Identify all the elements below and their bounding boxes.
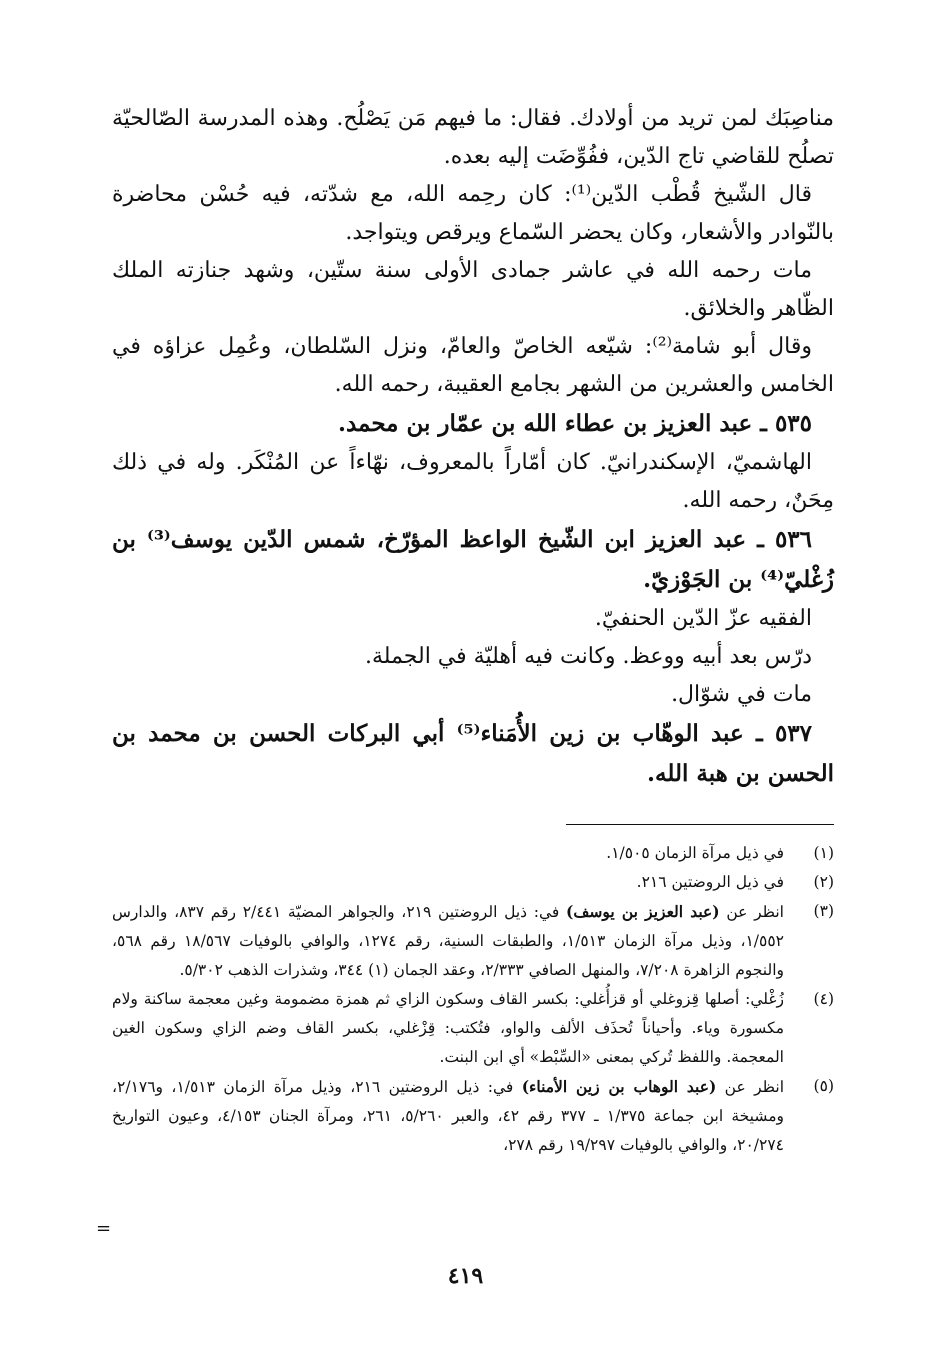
footnote-body: في: ذيل الروضتين ٢١٩، والجواهر المضيّة ٢/٤٤١ رقم ٨٣٧، والدارس ١/٥٥٢، وذيل مرآة الزمان ١/٥١٣، والطبقات السنية، رقم ١٢٧٤، والوافي بالوفيات ١٨/٥٦٧ رقم ٥٦٨، والنجوم الزاهرة ٧/٢٠٨، والمنهل الصافي ٢/٣٣٣، وعقد الجمان (١) ٣٤٤، وشذرات الذهب ٥/٣٠٢.	[112, 903, 785, 979]
entry-536-heading: ٥٣٦ ـ عبد العزيز ابن الشّيخ الواعظ المؤرّخ، شمس الدّين يوسف⁽³⁾ بن زُغْليّ⁽⁴⁾ بن الجَوْزيّ.	[112, 526, 834, 593]
footnote-text	[112, 839, 784, 868]
footnote-number: (٤)	[813, 990, 834, 1008]
footnotes	[112, 839, 834, 1160]
page-number: ٤١٩	[447, 1263, 484, 1289]
paragraph-2: قال الشّيخ قُطْب الدّين⁽¹⁾: كان رحِمه الله، مع شدّته، فيه حُسْن محاضرة بالنّوادر والأشعار، وكان يحضر السّماع ويرقص ويتواجد.	[112, 182, 834, 245]
footnote-item	[112, 897, 834, 985]
paragraph-6: الفقيه عزّ الدّين الحنفيّ.	[594, 606, 812, 631]
footnote-text	[112, 985, 784, 1072]
footnote-item	[112, 1072, 834, 1160]
footnote-text	[112, 1072, 784, 1160]
footnote-text	[112, 868, 784, 897]
footnote-number: (٥)	[813, 1077, 834, 1095]
footnote-number: (٣)	[813, 902, 834, 920]
footnote-prefix: انظر عن	[716, 1078, 785, 1096]
main-text	[112, 100, 834, 794]
footnote-item	[112, 839, 834, 868]
paragraph-7: درّس بعد أبيه ووعظ. وكانت فيه أهليّة في الجملة.	[365, 644, 812, 669]
footnote-body: في ذيل الروضتين ٢١٦.	[636, 873, 784, 891]
paragraph-1: مناصِبَك لمن تريد من أولادك. فقال: ما فيهم مَن يَصْلُح. وهذه المدرسة الصّالحيّة تصلُح للقاضي تاج الدّين، ففُوِّضَت إليه بعده.	[112, 106, 834, 169]
footnote-body: زُغْلي: أصلها قِزوغلي أو قزأُغلي: بكسر القاف وسكون الزاي ثم همزة مضمومة وغين معجمة ساكنة ولام مكسورة وياء. وأحياناً تُحذَف الألف والواو، فتُكتب: قِزْغلي، بكسر القاف وضم الزاي وسكون الغين المعجمة. واللفظ تُركي بمعنى «السِّبْط» أي ابن البنت.	[112, 990, 784, 1066]
paragraph-4: وقال أبو شامة⁽²⁾: شيّعه الخاصّ والعامّ، ونزل السّلطان، وعُمِل عزاؤه في الخامس والعشرين من الشهر بجامع العقيبة، رحمه الله.	[112, 334, 834, 397]
footnote-prefix: انظر عن	[719, 903, 784, 921]
footnote-subject: (عبد العزيز بن يوسف)	[566, 902, 720, 921]
book-page	[112, 100, 834, 1160]
entry-537-heading: ٥٣٧ ـ عبد الوهّاب بن زين الأُمَناء⁽⁵⁾ أبي البركات الحسن بن محمد بن الحسن بن هبة الله.	[112, 720, 834, 787]
footnote-number: (٢)	[813, 873, 834, 891]
footnote-body: في: ذيل الروضتين ٢١٦، وذيل مرآة الزمان ١/٥١٣، و٢/١٧٦، ومشيخة ابن جماعة ١/٣٧٥ ـ ٣٧٧ رقم ٤٢، والعبر ٥/٢٦٠، ٢٦١، ومرآة الجنان ٤/١٥٣، وعيون التواريخ ٢٠/٢٧٤، والوافي بالوفيات ١٩/٢٩٧ رقم ٢٧٨،	[112, 1078, 784, 1154]
footnote-body: في ذيل مرآة الزمان ١/٥٠٥.	[606, 844, 784, 862]
footnote-item	[112, 868, 834, 897]
footnote-subject: (عبد الوهاب بن زين الأمناء)	[521, 1077, 717, 1096]
footnote-number: (١)	[813, 844, 834, 862]
footnote-text	[112, 897, 784, 985]
footnote-item	[112, 985, 834, 1072]
paragraph-5: الهاشميّ، الإسكندرانيّ. كان أمّاراً بالمعروف، نهّاءاً عن المُنْكَر. وله في ذلك مِحَنٌ، رحمه الله.	[112, 450, 834, 513]
paragraph-8: مات في شوّال.	[671, 682, 812, 707]
continuation-mark: =	[96, 1218, 112, 1239]
paragraph-3: مات رحمه الله في عاشر جمادى الأولى سنة ستّين، وشهد جنازته الملك الظّاهر والخلائق.	[112, 258, 834, 321]
footnote-divider	[566, 824, 834, 825]
entry-535-heading: ٥٣٥ ـ عبد العزيز بن عطاء الله بن عمّار بن محمد.	[337, 410, 812, 437]
